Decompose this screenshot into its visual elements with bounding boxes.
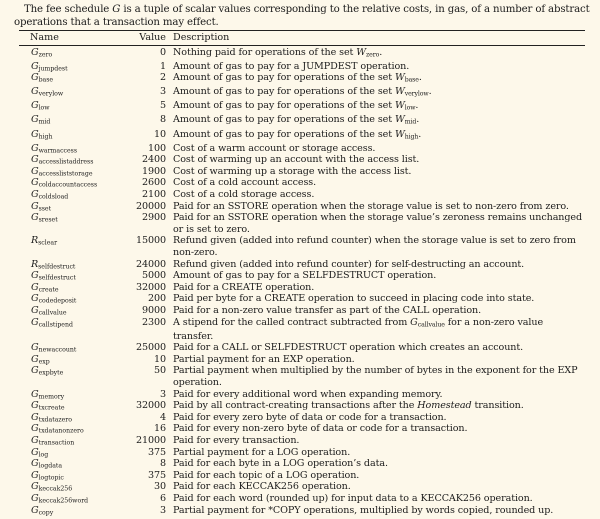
fee-subscript: sset xyxy=(38,205,52,213)
table-row xyxy=(0,365,600,388)
description-text: Paid for every zero byte of data or code for a transaction. xyxy=(173,411,447,423)
description-math-symbol: G xyxy=(410,316,418,328)
fee-description xyxy=(173,86,583,100)
description-text: . xyxy=(415,100,419,112)
description-text: Cost of a warm account or storage access. xyxy=(173,142,376,154)
column-header-description: Description xyxy=(173,32,230,43)
fee-value: 2100 xyxy=(141,189,166,201)
description-text: . xyxy=(416,114,420,126)
fee-value: 2400 xyxy=(141,154,166,166)
table-row xyxy=(0,72,600,86)
column-header-name: Name xyxy=(30,32,59,43)
fee-subscript: txdatanonzero xyxy=(38,427,84,435)
table-row xyxy=(0,317,600,343)
fee-subscript: sreset xyxy=(38,216,58,224)
fee-subscript: keccak256word xyxy=(38,497,89,505)
description-text: . xyxy=(428,86,432,98)
fee-description xyxy=(173,282,583,294)
fee-value: 5 xyxy=(159,100,166,112)
description-text: Cost of warming up an account with the access list. xyxy=(173,154,420,166)
fee-value: 16 xyxy=(153,423,166,435)
fee-value: 100 xyxy=(147,142,166,154)
description-text: Partial payment for *COPY operations, multiplied by words copied, rounded up. xyxy=(173,504,554,516)
table-row xyxy=(0,259,600,271)
fee-value: 3 xyxy=(159,504,166,516)
fee-description xyxy=(173,270,583,282)
table-row xyxy=(0,201,600,213)
description-math-subscript: low xyxy=(404,104,416,112)
fee-symbol: G xyxy=(31,469,39,481)
description-text: Amount of gas to pay for operations of the set xyxy=(173,128,395,140)
fee-value: 2 xyxy=(159,72,166,84)
fee-symbol: G xyxy=(31,154,39,166)
fee-symbol: G xyxy=(31,481,39,493)
fee-description xyxy=(173,505,583,517)
description-math-subscript: verylow xyxy=(404,90,429,98)
table-row xyxy=(0,305,600,317)
fee-value: 10 xyxy=(153,128,166,140)
description-text: Paid by all contract-creating transactions after the xyxy=(173,400,418,412)
fee-description xyxy=(173,166,583,178)
description-text: Paid for a non-zero value transfer as part of the CALL operation. xyxy=(173,304,482,316)
table-row xyxy=(0,342,600,354)
description-text: Amount of gas to pay for operations of the set xyxy=(173,114,395,126)
fee-symbol: G xyxy=(31,177,39,189)
table-row xyxy=(0,493,600,505)
description-text: Cost of a cold storage access. xyxy=(173,189,315,201)
fee-value: 20000 xyxy=(135,200,166,212)
fee-symbol: R xyxy=(31,258,39,270)
fee-name xyxy=(31,86,63,100)
description-text: Partial payment for a LOG operation. xyxy=(173,446,351,458)
description-text: Nothing paid for operations of the set xyxy=(173,46,357,58)
table-row xyxy=(0,129,600,143)
fee-subscript: coldsload xyxy=(38,193,69,201)
fee-value: 375 xyxy=(147,469,166,481)
fee-value: 6 xyxy=(159,492,166,504)
fee-description xyxy=(173,389,583,401)
fee-value: 21000 xyxy=(135,435,166,446)
fee-subscript: mid xyxy=(38,118,51,126)
description-emphasis: Homestead xyxy=(417,400,472,412)
fee-symbol: G xyxy=(31,212,39,224)
description-math-subscript: base xyxy=(404,76,419,84)
fee-description xyxy=(173,72,583,86)
fee-subscript: base xyxy=(38,76,54,84)
description-text: Cost of warming up a storage with the access list. xyxy=(173,165,412,177)
fee-symbol: G xyxy=(31,458,39,470)
fee-name xyxy=(31,72,53,86)
fee-symbol: G xyxy=(31,100,39,112)
fee-symbol: G xyxy=(31,72,39,84)
fee-description xyxy=(173,177,583,189)
fee-name xyxy=(31,47,52,61)
fee-description xyxy=(173,154,583,166)
fee-symbol: G xyxy=(31,46,39,58)
description-math-subscript: mid xyxy=(404,118,417,126)
fee-symbol: G xyxy=(31,60,39,72)
description-text: A stipend for the called contract subtracted from xyxy=(173,316,411,328)
table-row xyxy=(0,293,600,305)
fee-description xyxy=(173,235,583,258)
fee-symbol: G xyxy=(31,388,39,400)
description-text: Refund given (added into refund counter) when the storage value is set to zero from non-zero. xyxy=(173,235,576,258)
fee-symbol: G xyxy=(31,200,39,212)
fee-subscript: selfdestruct xyxy=(38,274,76,282)
fee-value: 30 xyxy=(153,481,166,493)
description-text: Paid for every transaction. xyxy=(173,435,300,446)
fee-subscript: log xyxy=(38,451,49,459)
intro-symbol: G xyxy=(112,4,121,15)
table-row xyxy=(0,177,600,189)
fee-subscript: callstipend xyxy=(38,321,73,329)
table-row xyxy=(0,435,600,447)
fee-value: 10 xyxy=(153,353,166,365)
description-math-symbol: W xyxy=(356,46,366,58)
fee-description xyxy=(173,354,583,366)
fee-subscript: transaction xyxy=(38,439,75,447)
fee-subscript: accessliststorage xyxy=(38,170,93,178)
fee-symbol: G xyxy=(31,504,39,516)
description-text: Amount of gas to pay for a JUMPDEST operation. xyxy=(173,60,410,72)
table-row xyxy=(0,470,600,482)
fee-symbol: G xyxy=(31,342,39,354)
fee-value: 9000 xyxy=(141,304,166,316)
description-text: Amount of gas to pay for a SELFDESTRUCT operation. xyxy=(173,270,437,282)
fee-name xyxy=(31,114,50,128)
fee-name xyxy=(31,235,57,249)
fee-description xyxy=(173,201,583,213)
fee-symbol: G xyxy=(31,281,39,293)
description-text: Paid for an SSTORE operation when the storage value’s zeroness remains unchanged or is set to zero. xyxy=(173,212,583,235)
description-math-subscript: callvalue xyxy=(417,321,445,329)
description-text: . xyxy=(379,46,383,58)
fee-value: 2900 xyxy=(141,212,166,224)
table-row xyxy=(0,189,600,201)
fee-value: 8 xyxy=(159,458,166,470)
fee-subscript: txdatazero xyxy=(38,416,72,424)
description-text: Amount of gas to pay for operations of the set xyxy=(173,72,395,84)
fee-subscript: keccak256 xyxy=(38,485,73,493)
description-math-symbol: W xyxy=(394,114,405,126)
fee-symbol: G xyxy=(31,128,39,140)
description-text: Amount of gas to pay for operations of the set xyxy=(173,100,395,112)
fee-description xyxy=(173,189,583,201)
table-row xyxy=(0,389,600,401)
fee-value: 200 xyxy=(147,293,166,305)
table-row xyxy=(0,481,600,493)
description-text: Amount of gas to pay for operations of the set xyxy=(173,86,395,98)
fee-description xyxy=(173,212,583,235)
description-math-symbol: W xyxy=(394,72,405,84)
column-header-value: Value xyxy=(139,32,166,43)
fee-description xyxy=(173,317,583,343)
fee-description xyxy=(173,493,583,505)
fee-subscript: sclear xyxy=(38,239,58,247)
description-math-subscript: high xyxy=(404,133,419,141)
description-text: . xyxy=(418,72,422,84)
fee-subscript: selfdestruct xyxy=(38,263,76,271)
description-math-subscript: zero xyxy=(366,51,380,58)
fee-symbol: G xyxy=(31,142,39,154)
fee-symbol: G xyxy=(31,270,39,282)
fee-symbol: G xyxy=(31,446,39,458)
table-row xyxy=(0,447,600,459)
fee-value: 2600 xyxy=(141,177,166,189)
fee-symbol: G xyxy=(31,316,39,328)
description-text: for a non-zero value transfer. xyxy=(173,316,544,342)
table-row xyxy=(0,505,600,517)
fee-value: 50 xyxy=(153,365,166,377)
fee-value: 25000 xyxy=(135,342,166,354)
fee-symbol: G xyxy=(31,304,39,316)
table-row xyxy=(0,400,600,412)
fee-subscript: exp xyxy=(38,358,50,366)
fee-description xyxy=(173,129,583,143)
fee-name xyxy=(31,365,63,379)
description-text: Partial payment for an EXP operation. xyxy=(173,353,355,365)
description-text: Paid for each word (rounded up) for input data to a KECCAK256 operation. xyxy=(173,492,533,504)
table-row xyxy=(0,282,600,294)
fee-value: 15000 xyxy=(135,235,166,247)
fee-symbol: G xyxy=(31,189,39,201)
fee-description xyxy=(173,114,583,128)
fee-description xyxy=(173,342,583,354)
fee-description xyxy=(173,259,583,271)
fee-subscript: memory xyxy=(38,393,65,401)
fee-description xyxy=(173,47,583,61)
fee-description xyxy=(173,100,583,114)
table-row xyxy=(0,61,600,73)
fee-description xyxy=(173,412,583,424)
intro-paragraph xyxy=(14,4,594,29)
table-row xyxy=(0,354,600,366)
fee-description xyxy=(173,293,583,305)
fee-subscript: warmaccess xyxy=(38,147,78,155)
fee-name xyxy=(31,505,53,519)
fee-value: 4 xyxy=(159,411,166,423)
fee-symbol: G xyxy=(31,435,39,446)
fee-subscript: codedeposit xyxy=(38,297,77,305)
fee-symbol: G xyxy=(31,293,39,305)
fee-value: 8 xyxy=(159,114,166,126)
fee-description xyxy=(173,470,583,482)
description-text: Refund given (added into refund counter) for self-destructing an account. xyxy=(173,258,525,270)
table-row xyxy=(0,270,600,282)
fee-description xyxy=(173,458,583,470)
fee-subscript: callvalue xyxy=(38,309,67,317)
table-row xyxy=(0,458,600,470)
fee-description xyxy=(173,61,583,73)
table-row xyxy=(0,166,600,178)
fee-subscript: high xyxy=(38,133,53,141)
description-text: Partial payment when multiplied by the number of bytes in the exponent for the EXP operation. xyxy=(173,365,578,389)
fee-subscript: expbyte xyxy=(38,369,64,377)
fee-name xyxy=(31,100,50,114)
fee-subscript: logdata xyxy=(38,462,63,470)
fee-symbol: G xyxy=(31,165,39,177)
description-text: Paid for each byte in a LOG operation’s data. xyxy=(173,458,388,470)
intro-text-before: The fee schedule xyxy=(24,4,113,15)
table-row xyxy=(0,86,600,100)
fee-symbol: R xyxy=(31,235,39,247)
table-row xyxy=(0,47,600,61)
description-text: Paid per byte for a CREATE operation to succeed in placing code into state. xyxy=(173,293,535,305)
description-text: Paid for each topic of a LOG operation. xyxy=(173,469,360,481)
fee-value: 375 xyxy=(147,446,166,458)
description-text: Paid for a CALL or SELFDESTRUCT operation which creates an account. xyxy=(173,342,524,354)
description-text: Paid for every non-zero byte of data or code for a transaction. xyxy=(173,423,468,435)
fee-subscript: accesslistaddress xyxy=(38,158,94,166)
fee-symbol: G xyxy=(31,353,39,365)
fee-symbol: G xyxy=(31,423,39,435)
fee-symbol: G xyxy=(31,492,39,504)
fee-subscript: verylow xyxy=(38,90,64,98)
fee-symbol: G xyxy=(31,411,39,423)
fee-value: 1 xyxy=(159,60,166,72)
intro-text-after: is a tuple of scalar values corresponding to the relative costs, in gas, of a number of abstract operations that a transaction may effect. xyxy=(14,4,590,28)
table-row xyxy=(0,212,600,235)
fee-description xyxy=(173,400,583,412)
description-text: Paid for a CREATE operation. xyxy=(173,281,315,293)
description-text: Paid for each KECCAK256 operation. xyxy=(173,481,351,493)
fee-symbol: G xyxy=(31,365,39,377)
fee-value: 3 xyxy=(159,388,166,400)
fee-subscript: jumpdest xyxy=(38,65,68,73)
fee-subscript: create xyxy=(38,286,59,294)
fee-value: 0 xyxy=(159,46,166,58)
table-row xyxy=(0,412,600,424)
description-math-symbol: W xyxy=(394,86,405,98)
fee-subscript: newaccount xyxy=(38,346,77,354)
fee-description xyxy=(173,305,583,317)
fee-description xyxy=(173,143,583,155)
fee-subscript: txcreate xyxy=(38,404,65,412)
fee-subscript: coldaccountaccess xyxy=(38,181,98,189)
description-text: Cost of a cold account access. xyxy=(173,177,317,189)
description-math-symbol: W xyxy=(394,128,405,140)
fee-subscript: copy xyxy=(38,509,54,517)
table-row xyxy=(0,100,600,114)
fee-value: 3 xyxy=(159,86,166,98)
description-text: transition. xyxy=(471,400,524,412)
table-row xyxy=(0,143,600,155)
fee-symbol: G xyxy=(31,86,39,98)
fee-name xyxy=(31,317,73,331)
fee-symbol: G xyxy=(31,114,39,126)
fee-symbol: G xyxy=(31,400,39,412)
fee-table-body xyxy=(0,47,600,517)
table-row xyxy=(0,154,600,166)
table-top-rule xyxy=(19,30,585,31)
fee-value: 32000 xyxy=(135,281,166,293)
fee-subscript: zero xyxy=(38,51,53,58)
fee-value: 1900 xyxy=(141,165,166,177)
fee-description xyxy=(173,481,583,493)
description-text: Paid for an SSTORE operation when the storage value is set to non-zero from zero. xyxy=(173,200,569,212)
table-row xyxy=(0,235,600,258)
fee-value: 24000 xyxy=(135,258,166,270)
description-text: Paid for every additional word when expanding memory. xyxy=(173,388,443,400)
fee-name xyxy=(31,212,58,226)
description-math-symbol: W xyxy=(394,100,405,112)
fee-description xyxy=(173,365,583,388)
fee-subscript: low xyxy=(38,104,50,112)
fee-subscript: logtopic xyxy=(38,474,64,482)
fee-value: 32000 xyxy=(135,400,166,412)
fee-name xyxy=(31,129,53,143)
table-row xyxy=(0,114,600,128)
fee-value: 5000 xyxy=(141,270,166,282)
fee-description xyxy=(173,435,583,447)
fee-description xyxy=(173,447,583,459)
description-text: . xyxy=(418,128,422,140)
table-row xyxy=(0,423,600,435)
fee-value: 2300 xyxy=(141,316,166,328)
fee-description xyxy=(173,423,583,435)
